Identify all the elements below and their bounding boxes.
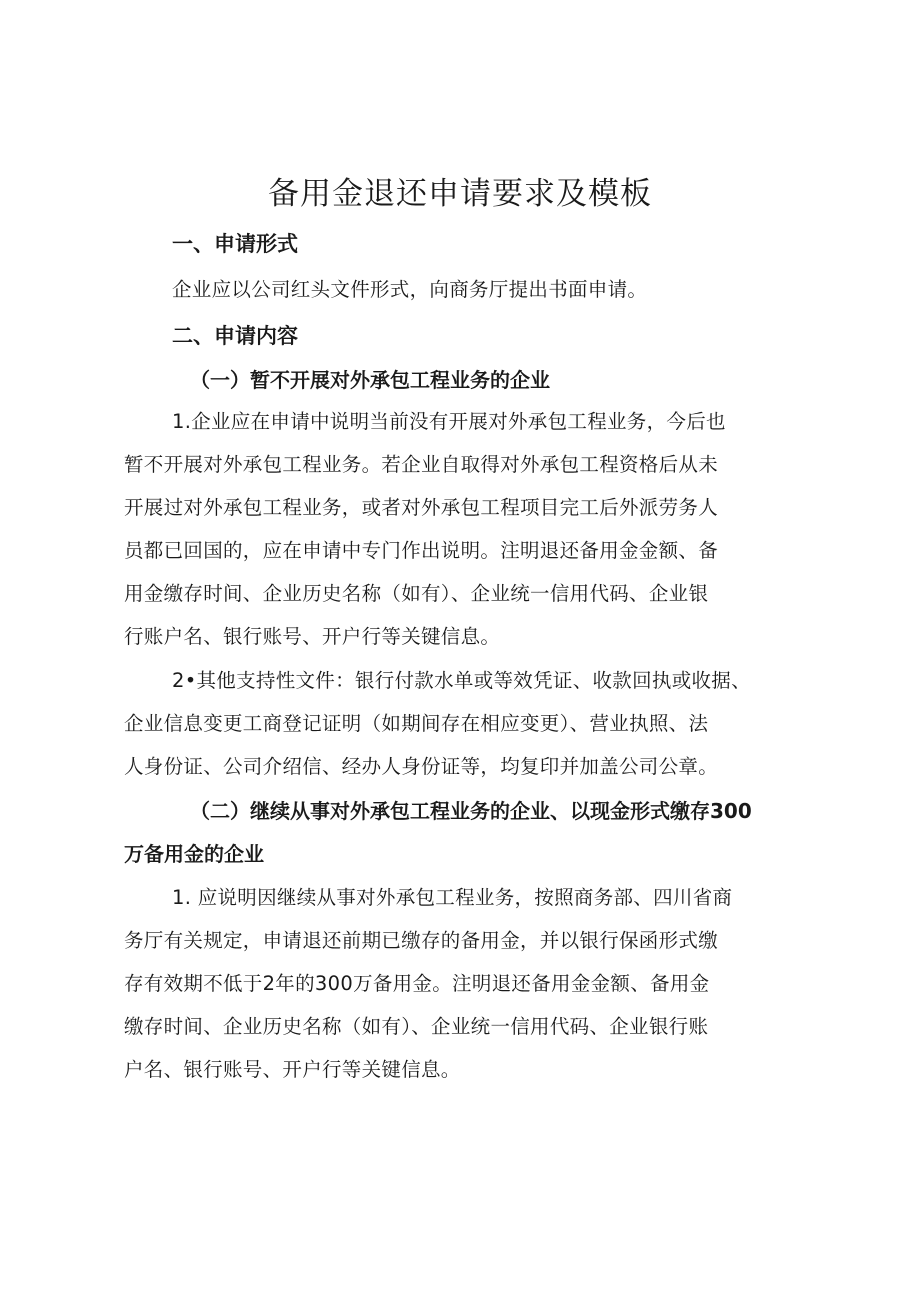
section1-heading: 一、申请形式: [172, 232, 298, 256]
sub1-heading: （一）暂不开展对外承包工程业务的企业: [190, 368, 550, 392]
sub1-item1-line: 员都已回国的，应在申请中专门作出说明。注明退还备用金金额、备: [124, 539, 719, 562]
sub1-item1-line: 暂不开展对外承包工程业务。若企业自取得对外承包工程资格后从未: [124, 453, 719, 476]
sub1-item1-line: 1.企业应在申请中说明当前没有开展对外承包工程业务，今后也: [172, 410, 726, 433]
sub2-item1-line: 务厅有关规定，申请退还前期已缴存的备用金，并以银行保函形式缴: [124, 929, 719, 952]
sub2-heading-line: （二）继续从事对外承包工程业务的企业、以现金形式缴存300: [190, 799, 752, 823]
section1-paragraph: 企业应以公司红头文件形式，向商务厅提出书面申请。: [172, 278, 648, 301]
section2-heading: 二、申请内容: [172, 324, 298, 348]
sub2-heading-line: 万备用金的企业: [124, 842, 264, 866]
sub1-item2-line: 企业信息变更工商登记证明（如期间存在相应变更）、营业执照、法: [124, 712, 709, 735]
sub1-item1-line: 用金缴存时间、企业历史名称（如有）、企业统一信用代码、企业银: [124, 582, 709, 605]
sub1-item2-line: 人身份证、公司介绍信、经办人身份证等，均复印并加盖公司公章。: [124, 755, 719, 778]
sub2-item1-line: 存有效期不低于2年的300万备用金。注明退还备用金金额、备用金: [124, 972, 710, 995]
sub1-item1-line: 开展过对外承包工程业务，或者对外承包工程项目完工后外派劳务人: [124, 496, 719, 519]
document-title: 备用金退还申请要求及模板: [268, 176, 652, 212]
sub2-item1-line: 1. 应说明因继续从事对外承包工程业务，按照商务部、四川省商: [172, 886, 733, 909]
sub1-item2-line: 2•其他支持性文件：银行付款水单或等效凭证、收款回执或收据、: [172, 669, 751, 692]
sub2-item1-line: 缴存时间、企业历史名称（如有）、企业统一信用代码、企业银行账: [124, 1015, 709, 1038]
sub2-item1-line: 户名、银行账号、开户行等关键信息。: [124, 1058, 461, 1081]
sub1-item1-line: 行账户名、银行账号、开户行等关键信息。: [124, 625, 501, 648]
